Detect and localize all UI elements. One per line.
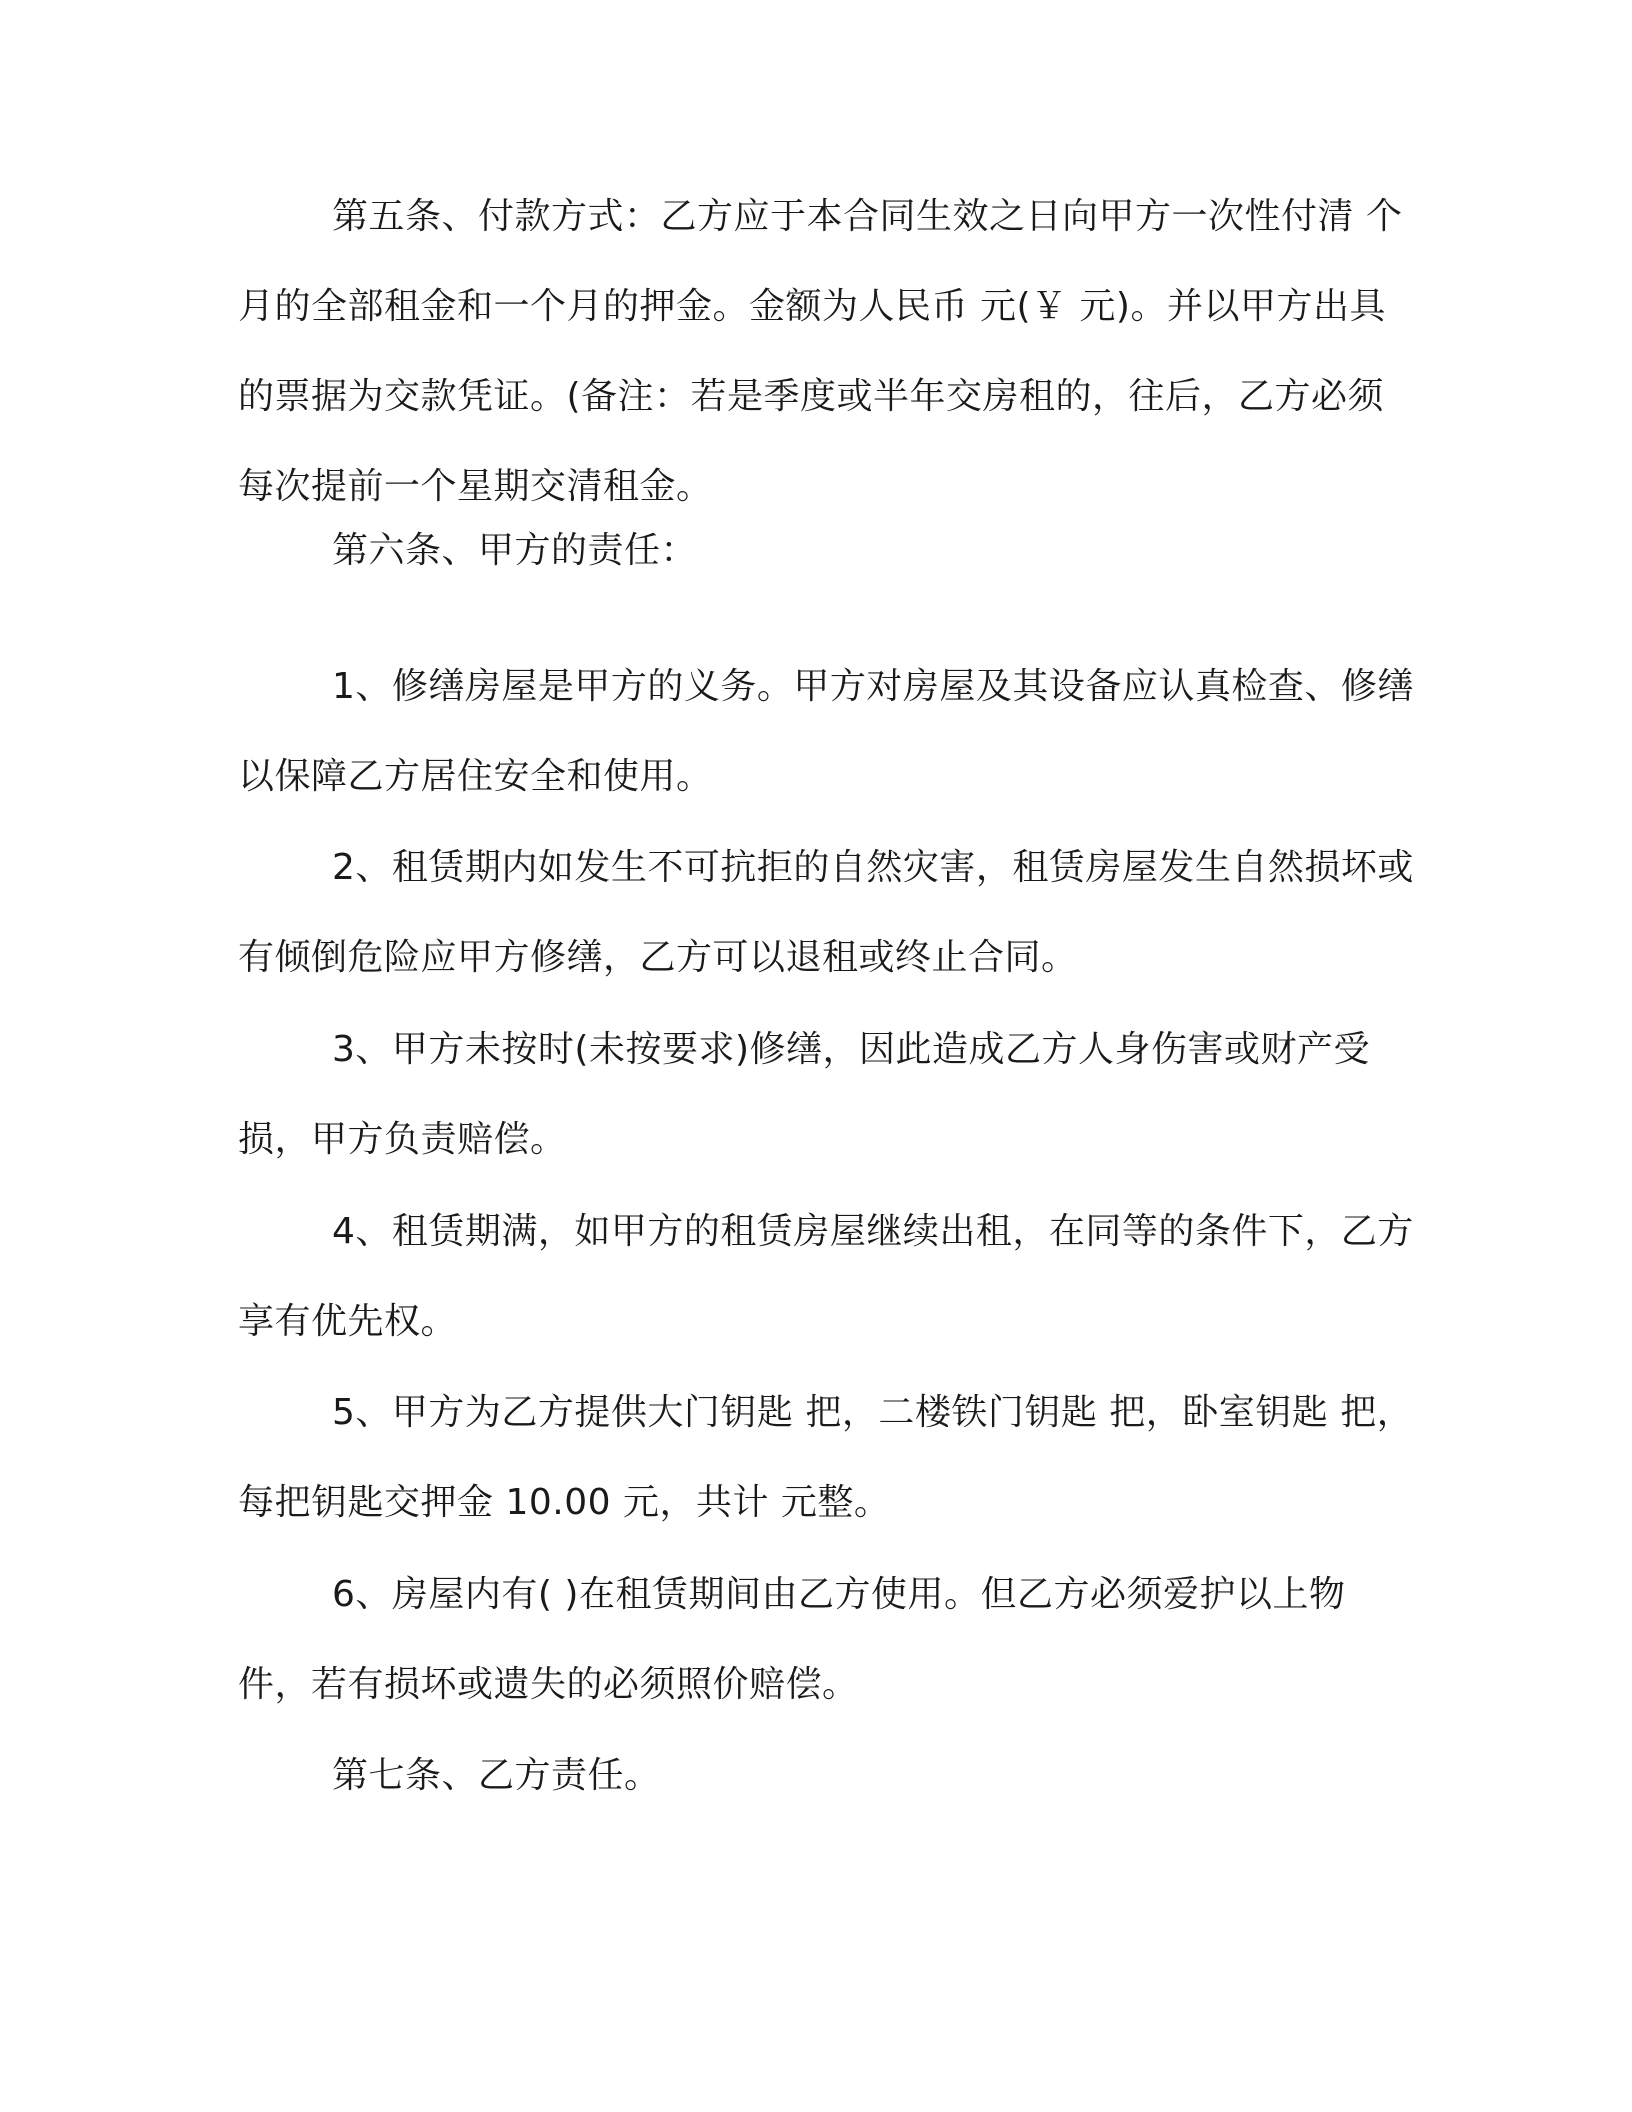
article-6-item-6: 6、房屋内有( )在租赁期间由乙方使用。但乙方必须爱护以上物件，若有损坏或遗失的必须照价赔偿。 — [238, 1574, 1346, 1705]
article-6-item-2: 2、租赁期内如发生不可抗拒的自然灾害，租赁房屋发生自然损坏或有倾倒危险应甲方修缮，乙方可以退租或终止合同。 — [238, 847, 1414, 978]
article-6-item-5: 5、甲方为乙方提供大门钥匙 把，二楼铁门钥匙 把，卧室钥匙 把，每把钥匙交押金 10.00 元，共计 元整。 — [238, 1392, 1414, 1523]
article-5-payment: 第五条、付款方式：乙方应于本合同生效之日向甲方一次性付清 个月的全部租金和一个月的押金。金额为人民币 元(￥ 元)。并以甲方出具的票据为交款凭证。(备注：若是季度或半年交房租的，往后，乙方必须每次提前一个星期交清租金。 — [238, 196, 1403, 507]
article-7-heading: 第七条、乙方责任。 — [332, 1755, 661, 1796]
article-6-item-3: 3、甲方未按时(未按要求)修缮，因此造成乙方人身伤害或财产受损，甲方负责赔偿。 — [238, 1029, 1370, 1160]
article-6-item-4: 4、租赁期满，如甲方的租赁房屋继续出租，在同等的条件下，乙方享有优先权。 — [238, 1211, 1414, 1342]
article-6-item-1: 1、修缮房屋是甲方的义务。甲方对房屋及其设备应认真检查、修缮以保障乙方居住安全和使用。 — [238, 666, 1414, 797]
article-6-heading: 第六条、甲方的责任： — [332, 530, 698, 571]
